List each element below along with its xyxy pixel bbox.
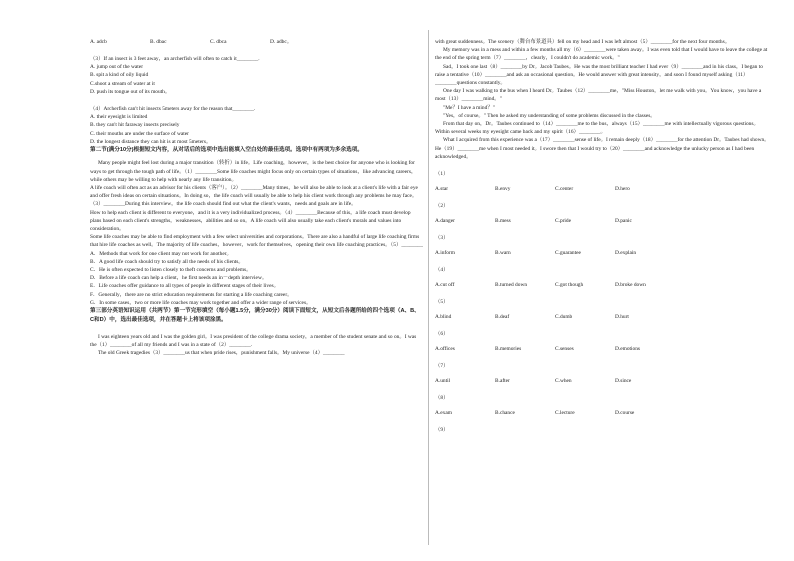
- story-paragraph: The old Greek tragedies（3）________us that when pride rises，punishment falls。My universe（4）________: [98, 350, 345, 357]
- question-number: （7）: [435, 363, 449, 370]
- story-paragraph: From that day on，Dr。Taubes continued to（14）________me to the bus，always（15）________me with intellectually vigorous questions。Within several weeks my eyesight came back and my spirit（16）________。: [435, 121, 759, 136]
- choice: G．In some cases，two or more life coaches may work together and offer a wider range of services。: [90, 299, 312, 306]
- option: D.broke down: [615, 282, 646, 289]
- question-options: [435, 281, 771, 289]
- section-title: 第二节(满分10分)根据短文内容，从对话后的选项中选出能填入空白处的最佳选项。选项中有两项为多余选项。: [90, 147, 363, 154]
- option: C.pride: [555, 218, 572, 225]
- choice: D．Before a life coach can help a client，he first needs an in－depth interview。: [90, 275, 268, 282]
- option: D.emotions: [615, 346, 641, 353]
- option: D. adbc。: [270, 39, 293, 45]
- question-options: [435, 249, 771, 257]
- choice: B．A good life coach should try to satisfy all the needs of his clients。: [90, 258, 244, 265]
- question-number: （9）: [435, 427, 449, 434]
- option: B. dbac: [150, 39, 167, 45]
- story-paragraph: My memory was in a mess and within a few months all my（6）________were taken away。I was even told that I would have to leave the college at the end of the spring term（7）________，clearly，I couldn't do academic work。": [435, 47, 768, 62]
- option: D.hurt: [615, 314, 629, 321]
- column-divider: [428, 30, 429, 545]
- option: D.course: [615, 410, 635, 417]
- option: A.until: [435, 378, 451, 385]
- option: B.memories: [495, 346, 522, 353]
- option: D.panic: [615, 218, 632, 225]
- question-options: [435, 377, 771, 385]
- option: A.exam: [435, 410, 452, 417]
- option: A. jump out of the water: [90, 64, 143, 71]
- question-number: （5）: [435, 299, 449, 306]
- question-options: [435, 217, 771, 225]
- option: D.hero: [615, 186, 630, 193]
- option: D. the longest distance they can hit is at most 5meters。: [90, 138, 212, 145]
- question-number: （2）: [435, 203, 449, 210]
- option: A.star: [435, 186, 449, 193]
- passage-paragraph: A life coach will often act as an advisor for his clients（客户）。（2）________Many times，he will also be able to look at a client's life with a fair eye and offer fresh ideas on certain situations。In doing so，the life coach will usually be able to help his client work through any problems he may face。: [90, 185, 418, 200]
- option: B. they can't hit faraway insects precisely: [90, 122, 180, 129]
- question-number: （6）: [435, 331, 449, 338]
- option: B.envy: [495, 186, 511, 193]
- question-options: [435, 409, 771, 417]
- question-options: [435, 185, 771, 193]
- right-column: [435, 0, 771, 561]
- option: C. dbca: [210, 39, 227, 45]
- option: C.senses: [555, 346, 574, 353]
- option: A.cut off: [435, 282, 455, 289]
- option: C.got though: [555, 282, 584, 289]
- option: C.shoot a stream of water at it: [90, 80, 155, 87]
- option: A.danger: [435, 218, 455, 225]
- q4-stem: （4）Archerfish can't hit insects 5meters away for the reason that________.: [90, 106, 256, 113]
- passage-paragraph: Many people might feel lost during a major transition（转折）in life。Life coaching，however，is the best choice for anyone who is looking for ways to get through the tough path of life。（1）________Some life coaches might focus only on certain types of situations，like advancing careers，while others may be willing to help with nearly any life transition。: [90, 160, 417, 183]
- choice: E．Life coaches offer guidance to all types of people in different stages of their lives。: [90, 283, 280, 290]
- question-options: [435, 345, 771, 353]
- q3-stem: （3）If an insect is 3 feet away，an archerfish will often to catch it________.: [90, 56, 260, 62]
- option: C.lecture: [555, 410, 575, 417]
- option: C.dumb: [555, 314, 573, 321]
- option: A.blind: [435, 314, 452, 321]
- question-number: （4）: [435, 267, 449, 274]
- option: D.since: [615, 378, 632, 385]
- question-options: [435, 313, 771, 321]
- option: B.deaf: [495, 314, 510, 321]
- option: C.when: [555, 378, 572, 385]
- story-paragraph: Sad，I took one last（8）________by Dr。Jacob Taubes。He was the most brilliant teacher I had ever（9）________and in his class，I began to raise a tentative（10）________and ask an occasional question。He would answer with great intensity，and soon I found myself asking（11）________questions constantly。: [435, 63, 763, 87]
- question-number: （3）: [435, 235, 449, 242]
- story-paragraph: One day I was walking to the bus when I heard Dr。Taubes（12）________me，"Miss Houston，let me walk with you。You know，you have a most（13）________mind。": [435, 88, 762, 103]
- story-paragraph: "Yes，of course。" Then he asked my understanding of some problems discussed in the classes。: [443, 112, 656, 119]
- left-column: [90, 0, 423, 561]
- option: B.after: [495, 378, 510, 385]
- story-paragraph: with great suddenness。The scenery（舞台布景道具）fell on my head and I was left almost（5）________for the next four months。: [435, 39, 731, 45]
- choice: F．Generally，there are no strict education requirements for starting a life coaching career。: [90, 291, 293, 298]
- option: D.explain: [615, 250, 637, 257]
- q2-options: [90, 38, 423, 46]
- option: B.chance: [495, 410, 515, 417]
- passage-paragraph: （3）________During this interview，the life coach should find out what the client's wants，needs and goals are in life。: [90, 201, 357, 208]
- option: B.mess: [495, 218, 511, 225]
- story-paragraph: I was eighteen years old and I was the golden girl。I was president of the college drama society，a member of the student senate and so on。I was the（1）________of all my friends and I was in a state of（2）________.: [90, 333, 417, 349]
- story-paragraph: "Me？I have a mind？": [443, 104, 495, 111]
- question-number: （1）: [435, 171, 449, 178]
- option: C.guarantee: [555, 250, 581, 257]
- part3-title: 第三部分英语知识运用（共两节）第一节完形填空（每小题1.5分，满分30分）阅读下面短文，从短文后各题所给的四个选项（A、B、C和D）中，选出最佳选项，并在答题卡上将该项涂黑。: [90, 308, 420, 323]
- option: C.center: [555, 186, 574, 193]
- choice: A．Methods that work for one client may not work for another。: [90, 250, 232, 257]
- option: B. spit a kind of oily liquid: [90, 72, 149, 79]
- story-paragraph: What I acquired from this experience was a（17）________sense of life。I remain deeply（18）________for the attention Dr。Taubes had shown。He（19）________me when I most needed it。I swore then that I would try to（20）________and acknowledge the unlucky person as I had been acknowledged。: [435, 137, 770, 160]
- question-number: （8）: [435, 395, 449, 402]
- option: B.turned down: [495, 282, 528, 289]
- option: A. their eyesight is limited: [90, 114, 148, 121]
- passage-paragraph: Some life coaches may be able to find employment with a few select universities and corporations。There are also a handful of large life coaching firms that hire life coaches as well。The majority of life coaches，however，work for themselves，opening their own life coaching practices。（5）________: [90, 234, 423, 249]
- option: D. push its tongue out of its mouth。: [90, 88, 171, 95]
- passage-paragraph: How to help each client is different to everyone，and it is a very individualized process。（4）________Because of this，a life coach must develop plans based on each client's strengths，weaknesses，abilities and so on。A life coach will also usually take each client's morals and values into consideration。: [90, 209, 411, 233]
- option: A. adcb: [90, 39, 107, 45]
- option: B.warn: [495, 250, 511, 257]
- option: A.offices: [435, 346, 455, 353]
- option: C. their mouths are under the surface of water: [90, 130, 189, 137]
- option: A.inform: [435, 250, 455, 257]
- choice: C．He is often expected to listen closely to theft concerns and problems。: [90, 267, 252, 274]
